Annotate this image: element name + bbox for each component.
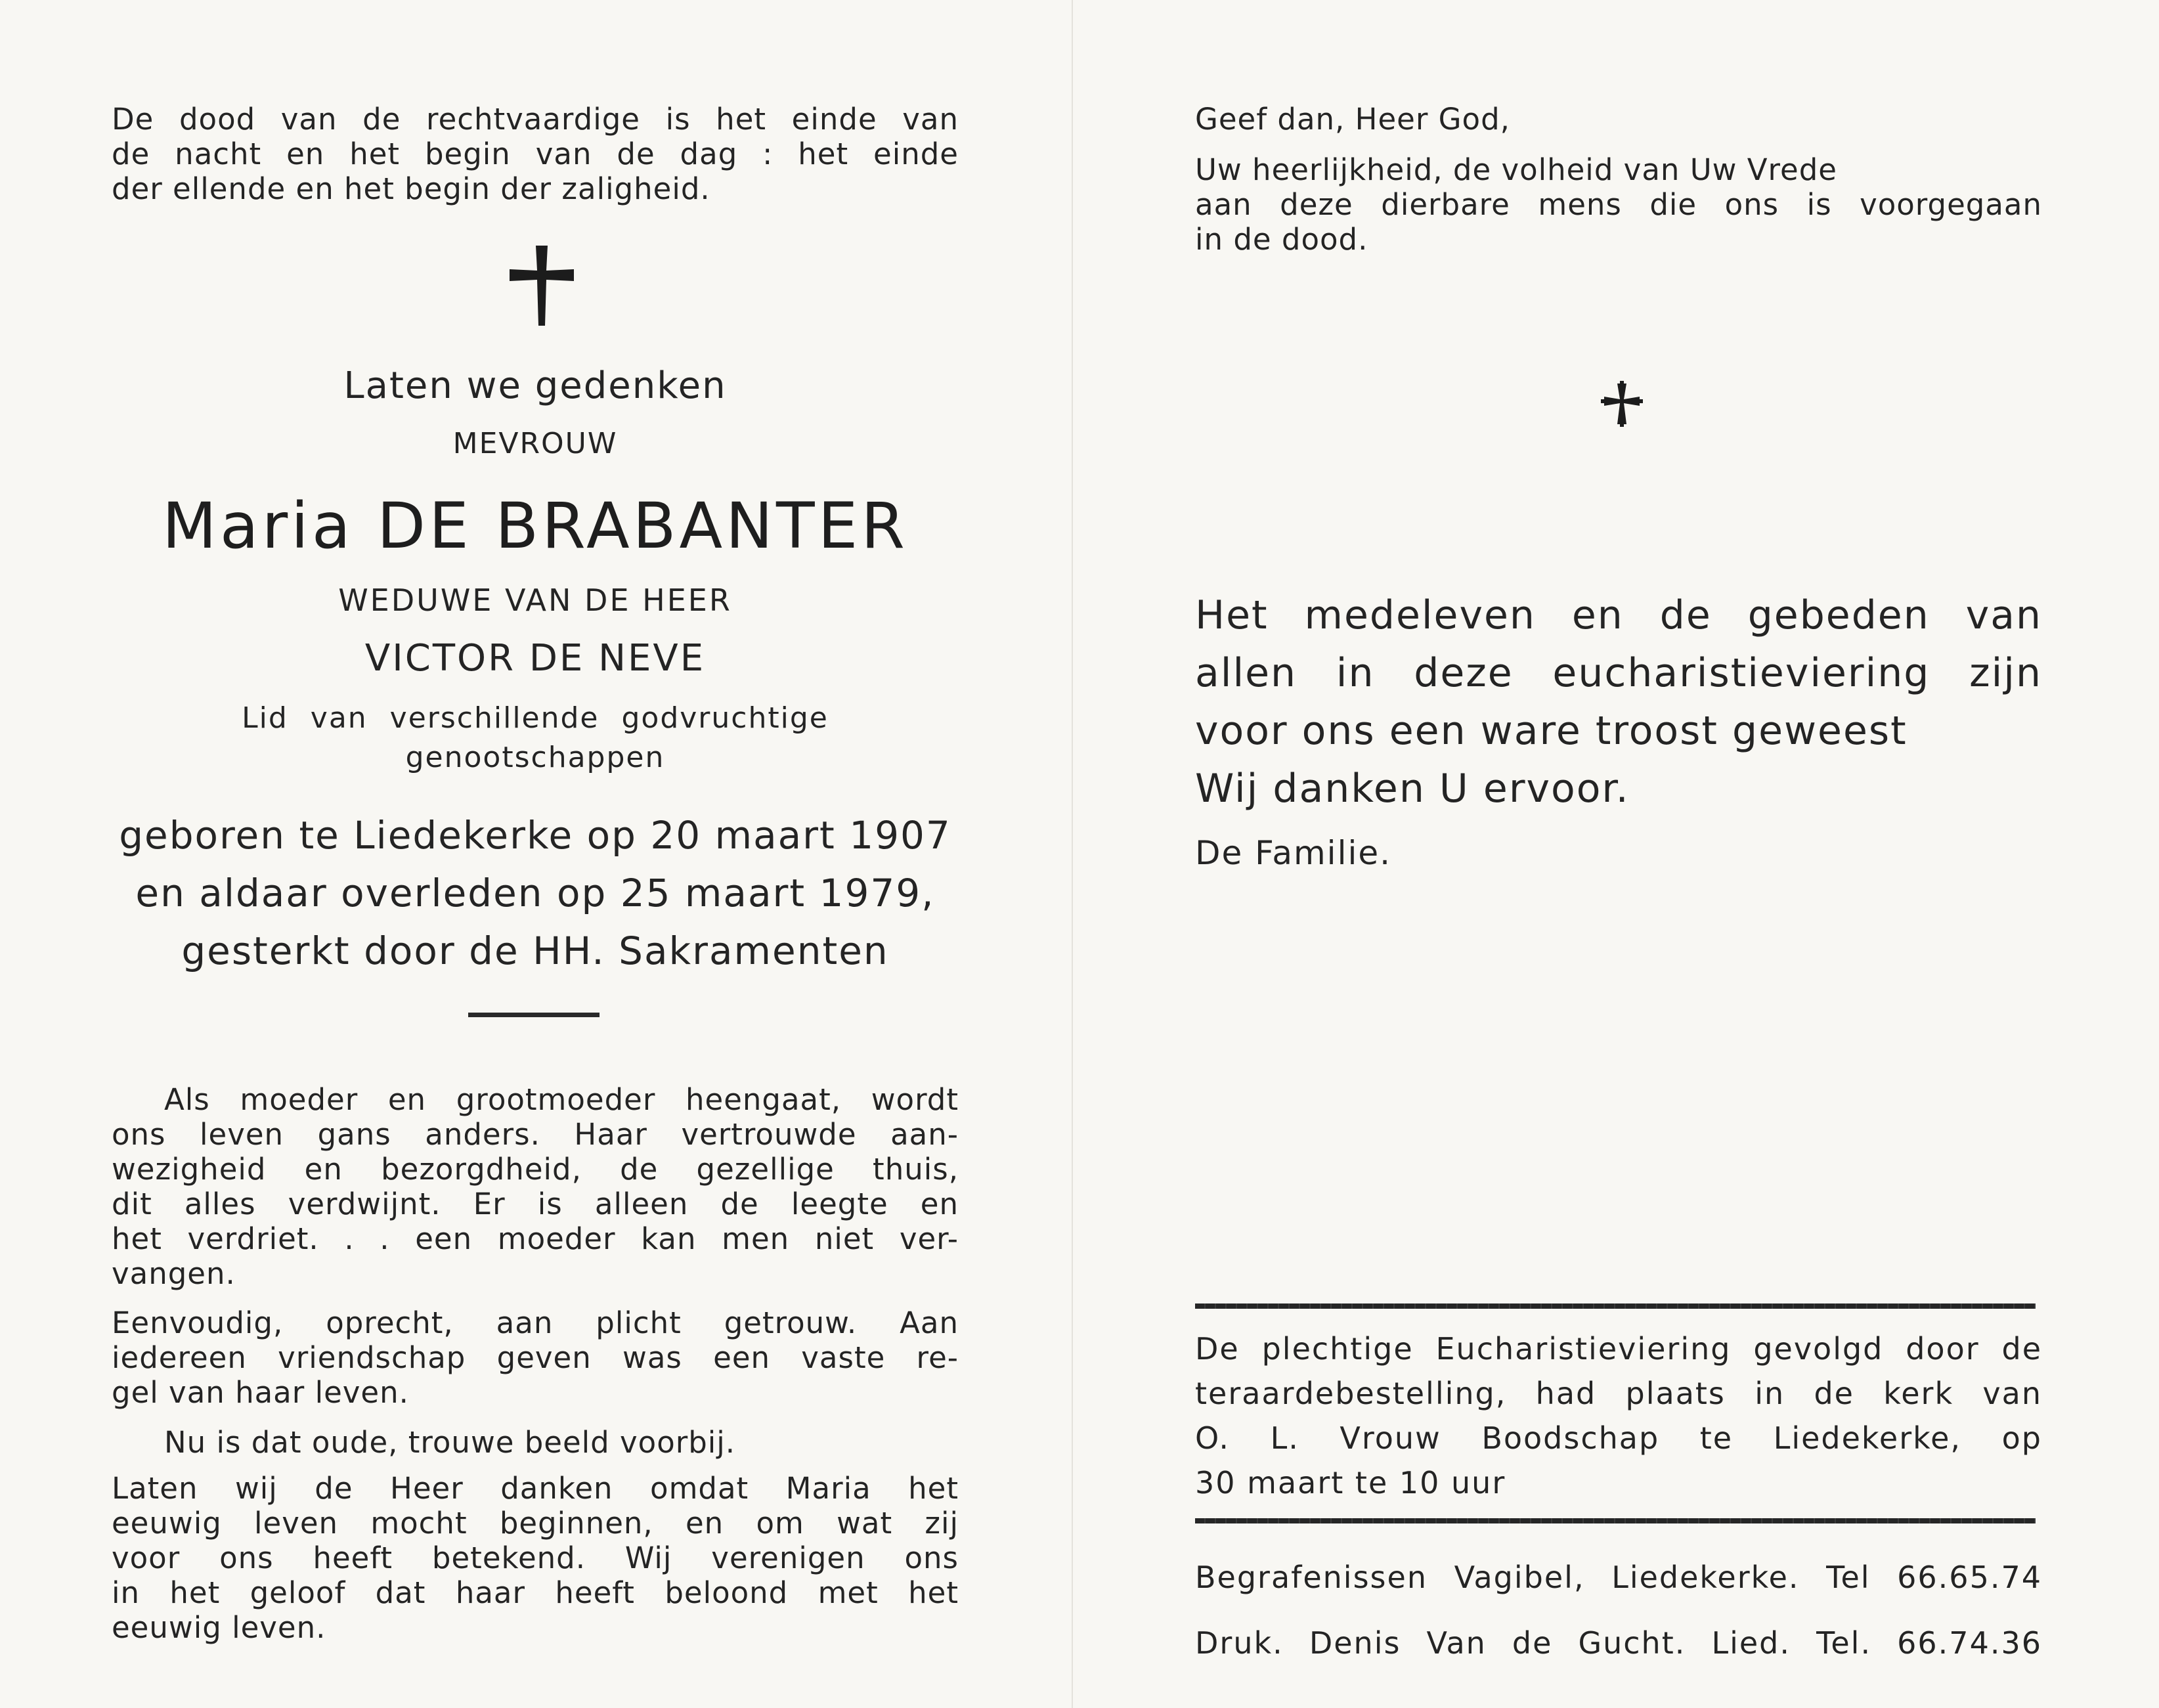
sacraments-line: gesterkt door de HH. Sakramenten (181, 929, 889, 973)
honorific: MEVROUW (452, 427, 618, 460)
life-dates (112, 806, 959, 980)
service-line: 30 maart te 10 uur (1195, 1465, 1506, 1500)
service-line: De plechtige Eucharistieviering gevolgd door de (1195, 1331, 2042, 1367)
thanks-line: Het medeleven en de gebeden van (1195, 592, 2042, 638)
remembrance-intro: Laten we gedenken (343, 364, 727, 407)
prayer-line: aan deze dierbare mens die ons is voorgegaan (1195, 187, 2042, 222)
membership-line: genootschappen (405, 741, 665, 774)
paragraph-line: dit alles verdwijnt. Er is alleen de leegte en (112, 1187, 959, 1221)
paragraph-line: gel van haar leven. (112, 1375, 409, 1410)
paragraph-gratitude (112, 1471, 959, 1645)
paragraph-character (112, 1305, 959, 1410)
paragraph-line: eeuwig leven. (112, 1610, 326, 1645)
paragraph-line: iedereen vriendschap geven was een vaste re- (112, 1340, 959, 1375)
thanks-line: allen in deze eucharistieviering zijn (1195, 650, 2042, 696)
left-panel (112, 0, 959, 1708)
paragraph-line: het verdriet. . . een moeder kan men niet ver- (112, 1221, 959, 1256)
prayer-line: Geef dan, Heer God, (1195, 102, 1510, 137)
paragraph-line: Eenvoudig, oprecht, aan plicht getrouw. Aan (112, 1305, 959, 1340)
deceased-name: Maria DE BRABANTER (162, 489, 908, 563)
prayer-line: Uw heerlijkheid, de volheid van Uw Vrede (1195, 152, 1837, 187)
signature-block (1195, 824, 2042, 882)
paragraph-line: in het geloof dat haar heeft beloond met het (112, 1575, 959, 1610)
thanks-line: Wij danken U ervoor. (1195, 766, 1630, 812)
quote-line: der ellende en het begin der zaligheid. (112, 171, 710, 206)
spouse-name: VICTOR DE NEVE (364, 637, 706, 680)
quote-line: de nacht en het begin van de dag : het einde (112, 137, 959, 171)
service-line: O. L. Vrouw Boodschap te Liedekerke, op (1195, 1420, 2042, 1456)
paragraph-line: ons leven gans anders. Haar vertrouwde aan- (112, 1117, 959, 1152)
paragraph-line: vangen. (112, 1256, 236, 1291)
service-info (1195, 1326, 2042, 1505)
divider (1195, 1303, 2036, 1309)
paragraph-line: voor ons heeft betekend. Wij verenigen ons (112, 1541, 959, 1575)
quote-line: De dood van de rechtvaardige is het einde van (112, 102, 959, 137)
divider (468, 1013, 600, 1017)
printer-line: Druk. Denis Van de Gucht. Lied. Tel. 66.74.36 (1195, 1625, 2042, 1661)
paragraph-mother (112, 1082, 959, 1291)
paragraph-line: eeuwig leven mocht beginnen, en om wat zij (112, 1506, 959, 1541)
card-fold (1072, 0, 1073, 1708)
opening-quote (112, 102, 959, 206)
paragraph-line: Als moeder en grootmoeder heengaat, wordt (164, 1082, 959, 1117)
prayer-opening (1195, 102, 2042, 137)
cross-pattee-icon (1599, 381, 1645, 427)
paragraph-farewell (112, 1425, 959, 1460)
thanks-message (1195, 586, 2042, 818)
death-line: en aldaar overleden op 25 maart 1979, (135, 871, 935, 915)
right-panel (1195, 0, 2042, 1708)
relation-label: WEDUWE VAN DE HEER (338, 582, 732, 618)
service-line: teraardebestelling, had plaats in de kerk van (1195, 1376, 2042, 1411)
prayer-line: in de dood. (1195, 222, 1368, 257)
family-signature: De Familie. (1195, 834, 1392, 872)
prayer-body (1195, 152, 2042, 257)
latin-cross-icon (506, 243, 578, 328)
paragraph-line: Laten wij de Heer danken omdat Maria het (112, 1471, 959, 1506)
paragraph-line: wezigheid en bezorgdheid, de gezellige thuis, (112, 1152, 959, 1187)
paragraph-line: Nu is dat oude, trouwe beeld voorbij. (164, 1425, 736, 1460)
funeral-home-line: Begrafenissen Vagibel, Liedekerke. Tel 66.65.74 (1195, 1560, 2042, 1595)
divider (1195, 1518, 2036, 1523)
thanks-line: voor ons een ware troost geweest (1195, 708, 1908, 754)
birth-line: geboren te Liedekerke op 20 maart 1907 (119, 813, 951, 858)
footer-credits (1195, 1544, 2042, 1676)
membership-line: Lid van verschillende godvruchtige (242, 701, 829, 735)
